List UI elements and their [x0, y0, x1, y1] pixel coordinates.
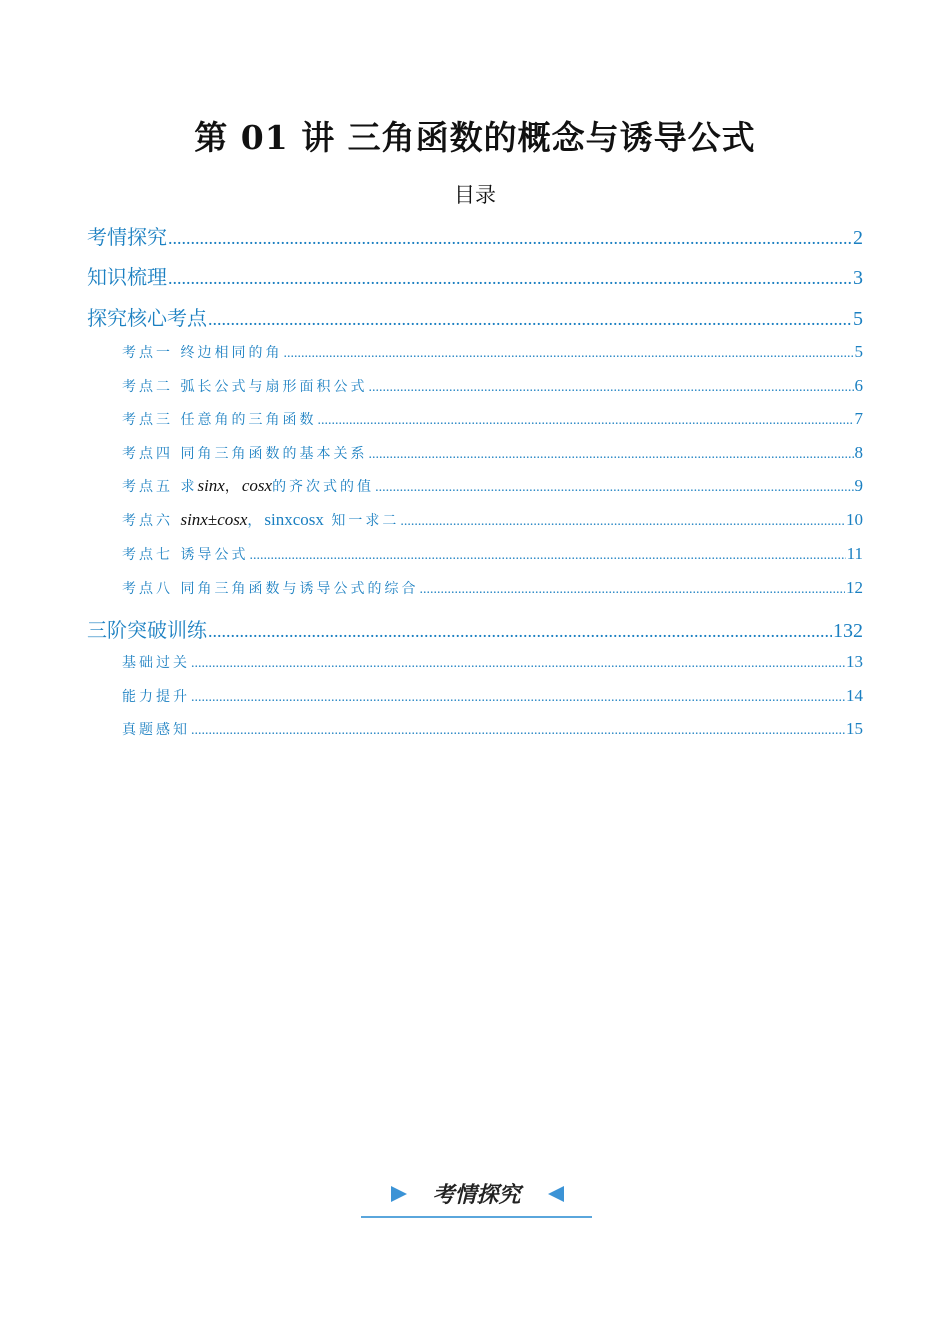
- toc-leader-dots: [249, 548, 845, 564]
- toc-leader-dots: [400, 514, 845, 530]
- math-sinxcosx: sinxcosx: [264, 510, 324, 529]
- toc-entry-kaodian-7[interactable]: [122, 544, 863, 564]
- toc-entry-label: 考点一 终边相同的角: [122, 345, 283, 361]
- toc-leader-dots: [419, 582, 845, 598]
- toc-entry-kaodian-8[interactable]: [122, 578, 863, 598]
- toc-entry-kaodian-2[interactable]: [122, 376, 863, 396]
- toc-page-number: 8: [854, 443, 863, 462]
- toc-page-number: 9: [854, 476, 863, 495]
- toc-leader-dots: [375, 480, 853, 496]
- toc-entry-kaodian-3[interactable]: [122, 409, 863, 429]
- toc-page-number: 6: [854, 376, 863, 395]
- toc-entry-label: 考点三 任意角的三角函数: [122, 412, 317, 428]
- toc-leader-dots: [168, 268, 852, 289]
- toc-page-number: 5: [853, 308, 863, 330]
- toc-leader-dots: [283, 346, 853, 362]
- toc-entry-zhishi[interactable]: [87, 261, 863, 290]
- toc-page-number: 14: [846, 686, 863, 705]
- toc-heading: 目录: [454, 183, 496, 207]
- toc-entry-kaoqing[interactable]: [87, 221, 863, 250]
- toc-leader-dots: [208, 621, 832, 642]
- toc-page-number: 3: [853, 267, 863, 289]
- toc-entry-tanjiu[interactable]: [87, 302, 863, 331]
- toc-entry-nengli[interactable]: [122, 686, 863, 706]
- section-banner: [361, 1176, 592, 1220]
- toc-entry-label: 考点七 诱导公式: [122, 547, 249, 563]
- toc-entry-kaodian-5[interactable]: [122, 476, 863, 496]
- toc-page-number: 12: [846, 578, 863, 597]
- toc-entry-suffix: 的齐次式的值: [272, 479, 375, 495]
- toc-entry-sep: ，: [224, 479, 242, 495]
- toc-page-number: 5: [854, 342, 863, 361]
- math-sinx: sinx: [197, 476, 225, 495]
- toc-entry-label: 考点八 同角三角函数与诱导公式的综合: [122, 581, 419, 597]
- toc-entry-suffix: 知一求二: [323, 513, 400, 529]
- toc-entry-label: 三阶突破训练: [87, 618, 207, 642]
- toc-entry-prefix: 考点六: [122, 513, 181, 529]
- toc-page-number: 2: [853, 227, 863, 249]
- toc-page-number: 132: [833, 620, 863, 642]
- toc-entry-label: 真题感知: [122, 722, 190, 738]
- toc-entry-kaodian-1[interactable]: [122, 342, 863, 362]
- toc-entry-label: 考情探究: [87, 225, 167, 249]
- toc-leader-dots: [191, 723, 845, 739]
- toc-page-number: 15: [846, 719, 863, 738]
- toc-entry-label: 知识梳理: [87, 265, 167, 289]
- toc-page-number: 7: [854, 409, 863, 428]
- toc-entry-sanjie[interactable]: [87, 614, 863, 643]
- toc-entry-sep: ，: [247, 513, 265, 529]
- toc-leader-dots: [368, 380, 853, 396]
- toc-page-number: 11: [846, 544, 863, 563]
- toc-entry-zhenti[interactable]: [122, 719, 863, 739]
- toc-entry-label: 考点二 弧长公式与扇形面积公式: [122, 379, 368, 395]
- toc-leader-dots: [317, 413, 853, 429]
- toc-entry-label: [122, 510, 399, 530]
- toc-entry-label: 基础过关: [122, 655, 190, 671]
- banner-underline: [361, 1216, 592, 1218]
- toc-entry-prefix: 考点五 求: [122, 479, 198, 495]
- document-title: 第 01 讲 三角函数的概念与诱导公式: [194, 118, 756, 157]
- section-banner-title: 考情探究: [432, 1183, 521, 1208]
- toc-leader-dots: [191, 690, 845, 706]
- toc-leader-dots: [208, 309, 852, 330]
- toc-entry-label: 能力提升: [122, 689, 190, 705]
- triangle-left-icon: [548, 1186, 564, 1202]
- toc-entry-label: 探究核心考点: [87, 306, 207, 330]
- toc-leader-dots: [191, 656, 845, 672]
- toc-page-number: 13: [846, 652, 863, 671]
- math-cosx: cosx: [241, 476, 273, 495]
- toc-entry-jichu[interactable]: [122, 652, 863, 672]
- toc-entry-label: [122, 476, 374, 496]
- math-cosx: cosx: [217, 510, 248, 529]
- toc-leader-dots: [368, 447, 853, 463]
- math-plus-minus: ±: [207, 510, 218, 529]
- toc-entry-kaodian-4[interactable]: [122, 443, 863, 463]
- toc-leader-dots: [168, 228, 852, 249]
- toc-entry-label: 考点四 同角三角函数的基本关系: [122, 446, 368, 462]
- toc-entry-kaodian-6[interactable]: [122, 510, 863, 530]
- toc-page-number: 10: [846, 510, 863, 529]
- math-sinx: sinx: [180, 510, 208, 529]
